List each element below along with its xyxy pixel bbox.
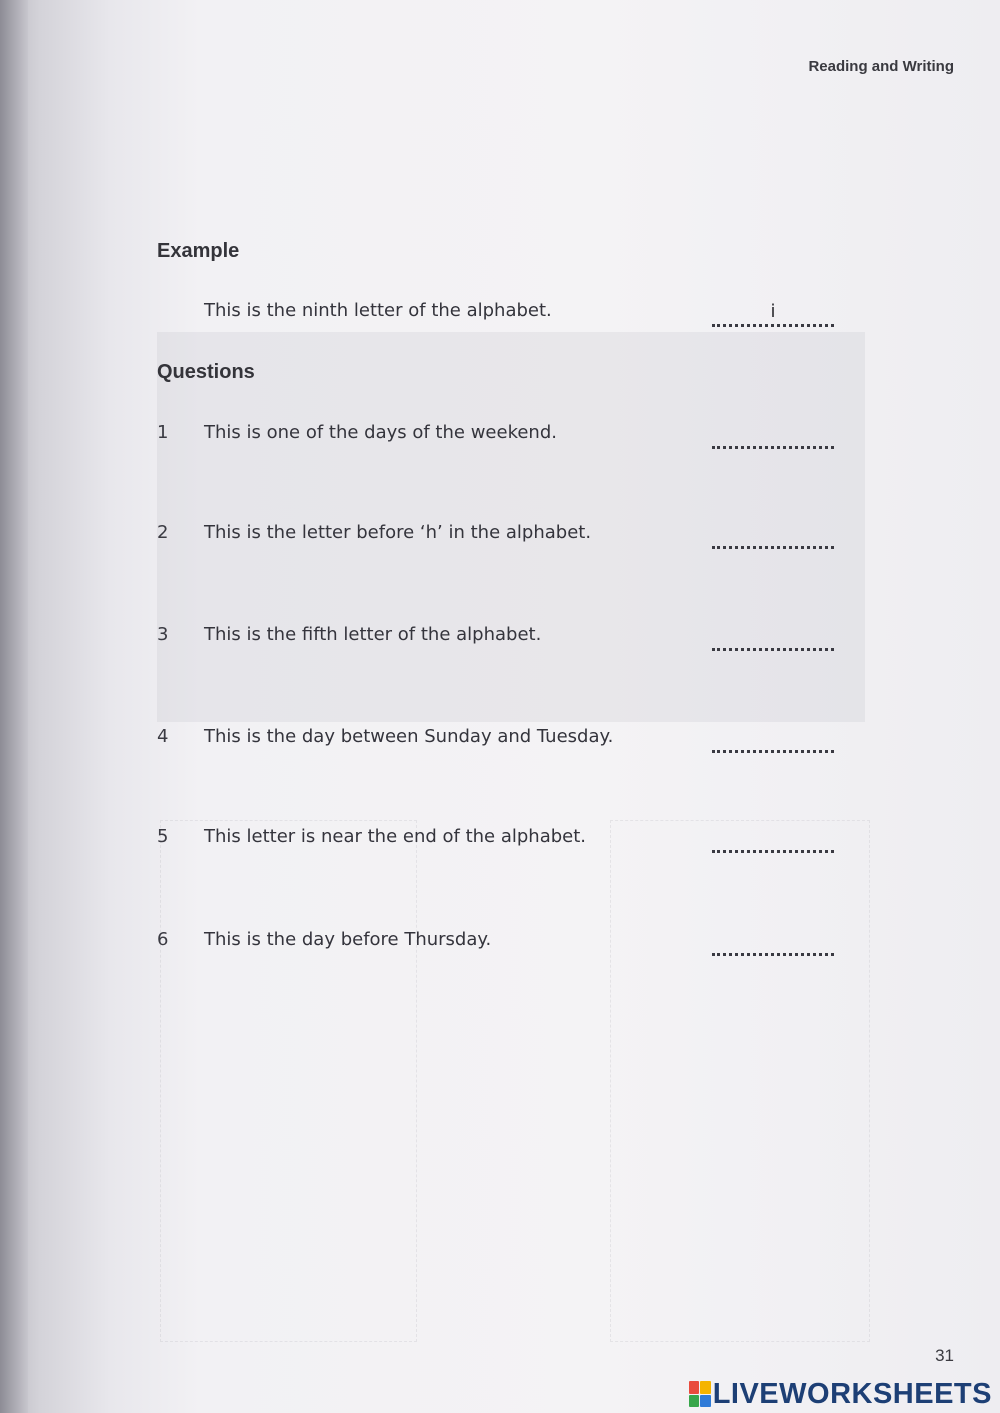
- binding-shadow: [0, 0, 28, 1413]
- logo-square-green: [689, 1395, 700, 1408]
- logo-square-red: [689, 1381, 700, 1394]
- question-text: This is the letter before ‘h’ in the alphabet.: [204, 522, 592, 543]
- answer-field[interactable]: [712, 624, 834, 651]
- logo-square-yellow: [700, 1381, 711, 1394]
- question-row: [0, 726, 1000, 756]
- example-heading: Example: [157, 240, 240, 262]
- example-row: [0, 300, 1000, 330]
- liveworksheets-watermark[interactable]: [689, 1378, 992, 1410]
- section-label: Reading and Writing: [808, 58, 954, 75]
- show-through-box-left: [160, 820, 417, 1342]
- show-through-box-right: [610, 820, 870, 1342]
- question-row: [0, 624, 1000, 654]
- answer-field[interactable]: [712, 522, 834, 549]
- liveworksheets-logo-icon: [689, 1381, 711, 1407]
- question-row: [0, 826, 1000, 856]
- watermark-text: LIVEWORKSHEETS: [712, 1377, 992, 1410]
- question-text: This letter is near the end of the alphabet.: [204, 826, 587, 847]
- question-row: [0, 522, 1000, 552]
- question-row: [0, 929, 1000, 959]
- page-number: 31: [935, 1346, 954, 1365]
- logo-square-blue: [700, 1395, 711, 1408]
- answer-field[interactable]: [712, 726, 834, 753]
- example-answer: i: [770, 301, 776, 322]
- answer-field[interactable]: [712, 826, 834, 853]
- question-text: This is the day between Sunday and Tuesday.: [204, 726, 614, 747]
- question-number: 3: [157, 624, 169, 645]
- questions-heading: Questions: [157, 361, 255, 383]
- answer-field[interactable]: [712, 422, 834, 449]
- question-number: 5: [157, 826, 169, 847]
- example-answer-field: [712, 300, 834, 327]
- example-sentence: This is the ninth letter of the alphabet.: [204, 300, 552, 321]
- question-number: 6: [157, 929, 169, 950]
- answer-field[interactable]: [712, 929, 834, 956]
- question-text: This is the fifth letter of the alphabet.: [204, 624, 542, 645]
- question-text: This is one of the days of the weekend.: [204, 422, 557, 443]
- question-number: 1: [157, 422, 169, 443]
- question-number: 2: [157, 522, 169, 543]
- question-text: This is the day before Thursday.: [204, 929, 492, 950]
- question-row: [0, 422, 1000, 452]
- question-number: 4: [157, 726, 169, 747]
